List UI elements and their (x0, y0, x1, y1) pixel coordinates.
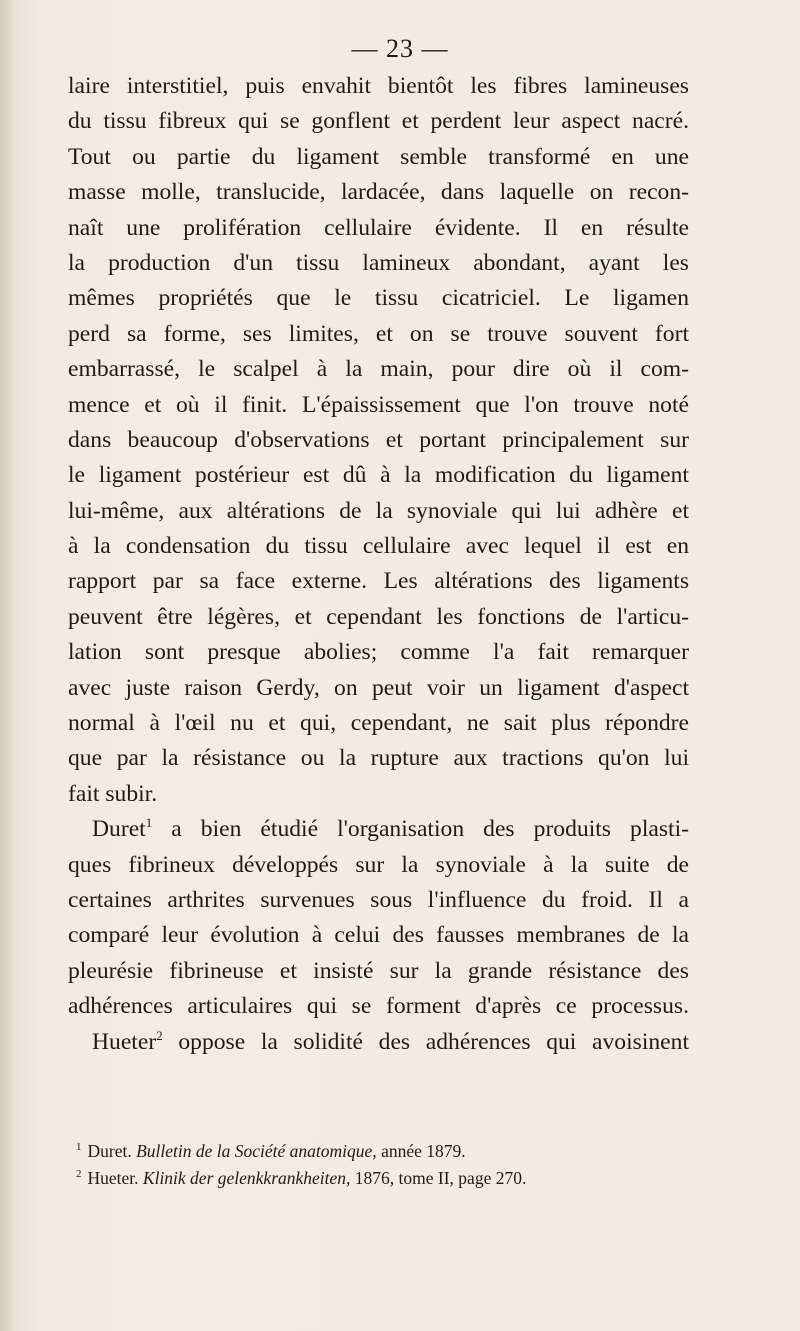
text-line: peuvent être légères, et cependant les fonctions de l'articu- (68, 603, 689, 630)
text-line: le ligament postérieur est dû à la modification du ligament (68, 462, 689, 489)
footnote (68, 1163, 708, 1190)
text-line: Tout ou partie du ligament semble transformé en une (68, 143, 689, 170)
footnote-mark: 1 (76, 1141, 82, 1153)
footnote-author: Hueter. (87, 1167, 139, 1188)
footnote (68, 1136, 708, 1163)
text-line: ques fibrineux développés sur la synoviale à la suite de (68, 851, 689, 878)
text-line: naît une prolifération cellulaire évidente. Il en résulte (68, 214, 689, 241)
footnotes (68, 1136, 708, 1190)
author-name: Hueter (92, 1028, 157, 1055)
footnote-reference[interactable]: 2 (156, 1027, 163, 1043)
text-line: comparé leur évolution à celui des fausses membranes de la (68, 922, 689, 949)
page-edge-shadow (0, 0, 14, 1331)
text-line: que par la résistance ou la rupture aux tractions qu'on lui (68, 745, 689, 772)
page-number: — 23 — (351, 34, 449, 63)
text-line: laire interstitiel, puis envahit bientôt les fibres lamineuses (68, 73, 689, 99)
text-line: masse molle, translucide, lardacée, dans laquelle on recon- (68, 179, 689, 206)
text-line: à la condensation du tissu cellulaire avec lequel il est en (68, 533, 689, 560)
text-line: mence et où il finit. L'épaississement que l'on trouve noté (68, 391, 689, 418)
text-line: adhérences articulaires qui se forment d'après ce processus. (68, 993, 689, 1020)
paragraph-start-line (68, 1025, 689, 1060)
text-line: normal à l'œil nu et qui, cependant, ne sait plus répondre (68, 710, 689, 737)
text-line: la production d'un tissu lamineux abondant, ayant les (68, 249, 689, 276)
text-line: du tissu fibreux qui se gonflent et perdent leur aspect nacré. (68, 108, 689, 135)
author-name: Duret (92, 816, 146, 843)
line-text: a bien étudié l'organisation des produits plasti- (152, 816, 689, 843)
footnote-details: 1876, tome II, page 270. (354, 1167, 527, 1188)
text-line: lation sont presque abolies; comme l'a fait remarquer (68, 639, 689, 666)
text-line: perd sa forme, ses limites, et on se trouve souvent fort (68, 320, 689, 347)
footnote-title: Klinik der gelenkkrankheiten, (142, 1167, 351, 1188)
footnote-author: Duret. (87, 1140, 132, 1161)
footnote-mark: 2 (76, 1167, 82, 1180)
text-line: lui-même, aux altérations de la synoviale qui lui adhère et (68, 497, 689, 524)
footnote-title: Bulletin de la Société anatomique, (136, 1140, 377, 1161)
text-line: fait subir. (68, 780, 158, 807)
text-line: mêmes propriétés que le tissu cicatriciel. Le ligamen (68, 285, 689, 312)
text-line: certaines arthrites survenues sous l'influence du froid. Il a (68, 886, 689, 913)
footnote-reference[interactable]: 1 (145, 815, 153, 831)
text-line: rapport par sa face externe. Les altérations des ligaments (68, 568, 689, 595)
line-text: oppose la solidité des adhérences qui avoisinent (162, 1028, 689, 1055)
paragraph-start-line (68, 812, 689, 847)
text-line: dans beaucoup d'observations et portant principalement sur (68, 426, 689, 453)
footnote-details: année 1879. (381, 1140, 466, 1161)
text-line: pleurésie fibrineuse et insisté sur la grande résistance des (68, 957, 689, 984)
text-line: avec juste raison Gerdy, on peut voir un ligament d'aspect (68, 674, 689, 701)
body-text (68, 69, 689, 1060)
text-line: embarrassé, le scalpel à la main, pour dire où il com- (68, 356, 689, 383)
